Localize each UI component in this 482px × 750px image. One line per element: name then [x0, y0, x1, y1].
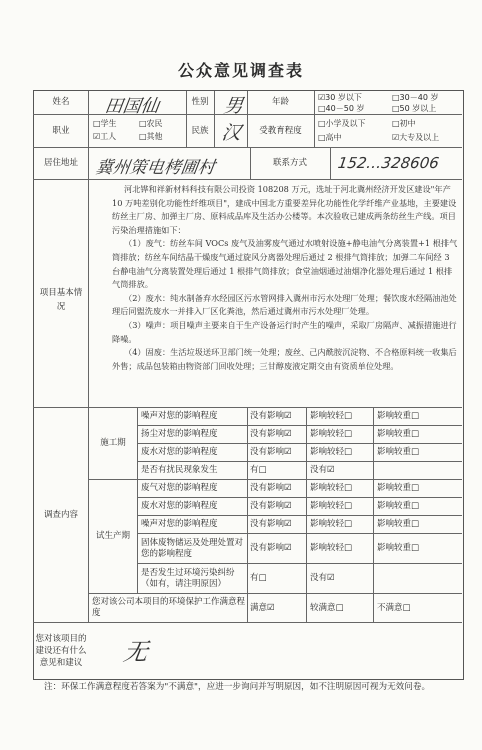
construction-water-light[interactable]: 影响较轻□	[310, 447, 353, 457]
satisfaction-unsatisfied[interactable]: 不满意□	[377, 602, 411, 613]
satisfaction-fairly[interactable]: 较满意□	[310, 602, 344, 613]
operation-item: 废气对您的影响程度	[141, 483, 218, 493]
construction-dust-heavy[interactable]: 影响较重□	[377, 429, 420, 439]
operation-dispute-yes[interactable]: 有□	[250, 573, 267, 583]
age-option-40-50[interactable]: □40－50 岁	[318, 103, 365, 113]
operation-item: 固体废物储运及处理处置对您的影响程度	[141, 537, 244, 559]
construction-noise-none[interactable]: 没有影响☑	[250, 411, 292, 421]
operation-dispute-no[interactable]: 没有☑	[310, 573, 335, 583]
project-info-label: 项目基本情况	[39, 288, 83, 312]
construction-dust-light[interactable]: 影响较轻□	[310, 429, 353, 439]
project-intro: 河北铧和祥新材料科技有限公司投资 108208 万元，选址于河北冀州经济开发区建设"年产 10 万吨差别化功能性纤维项目"，建成中国北方重要差异化功能性化学纤维产业基地，主要建设纺丝主厂房、加弹主厂房、原料成品库及生活办公楼等。本次验收已建成两条纺丝生产线。项目污染治理措施如下：	[112, 184, 457, 235]
project-wastewater: （2）废水：纯水制备弃水经园区污水管网排入冀州市污水处理厂处理；餐饮废水经隔油池处理后同盥洗废水一并排入厂区化粪池，然后通过冀州市污水处理厂处理。	[112, 292, 457, 317]
operation-noise-light[interactable]: 影响较轻□	[310, 519, 353, 529]
operation-gas-none[interactable]: 没有影响☑	[250, 483, 292, 493]
edu-option-primary[interactable]: □小学及以下	[318, 119, 366, 128]
operation-item: 废水对您的影响程度	[141, 501, 218, 511]
project-description	[112, 183, 459, 373]
construction-dust-none[interactable]: 没有影响☑	[250, 429, 292, 439]
operation-water-light[interactable]: 影响较轻□	[310, 501, 353, 511]
name-value: 田国仙	[103, 96, 161, 117]
construction-item: 是否有扰民现象发生	[141, 465, 218, 475]
operation-item: 是否发生过环境污染纠纷（如有，请注明原因）	[141, 567, 235, 589]
construction-item: 废水对您的影响程度	[141, 447, 218, 457]
operation-noise-heavy[interactable]: 影响较重□	[377, 519, 420, 529]
edu-option-college[interactable]: ☑大专及以上	[392, 133, 440, 142]
contact-value: 152…328606	[336, 154, 441, 172]
edu-option-senior[interactable]: □高中	[318, 133, 342, 142]
construction-noise-light[interactable]: 影响较轻□	[310, 411, 353, 421]
address-value: 冀州策电栲圃村	[94, 158, 217, 178]
page-title: 公众意见调查表	[177, 61, 304, 80]
construction-disturb-no[interactable]: 没有☑	[310, 465, 335, 475]
ethnic-label: 民族	[191, 125, 209, 136]
edu-option-junior[interactable]: □初中	[392, 119, 416, 128]
construction-period-label: 施工期	[100, 438, 126, 448]
project-solid-waste: （4）固废：生活垃圾送环卫部门统一处理；废丝、己内酰胺沉淀物、不合格原料统一收集后外售；成品包装箱由物资部门回收处理；三甘醇废液定期交由有资质单位处理。	[112, 347, 457, 371]
job-option-worker[interactable]: ☑工人	[93, 132, 117, 141]
age-option-30-40[interactable]: □30－40 岁	[392, 92, 439, 102]
construction-water-heavy[interactable]: 影响较重□	[377, 447, 420, 457]
age-label: 年龄	[271, 97, 289, 107]
satisfaction-satisfied[interactable]: 满意☑	[250, 602, 275, 613]
job-label: 职业	[52, 125, 70, 136]
operation-solid-none[interactable]: 没有影响☑	[250, 543, 292, 553]
age-option-over50[interactable]: □50 岁以上	[392, 103, 437, 113]
name-label: 姓名	[52, 97, 70, 107]
construction-item: 扬尘对您的影响程度	[141, 429, 218, 439]
operation-solid-heavy[interactable]: 影响较重□	[377, 543, 420, 553]
construction-item: 噪声对您的影响程度	[141, 411, 218, 421]
satisfaction-question: 您对该公司本项目的环境保护工作满意程度	[92, 597, 246, 618]
survey-content-label: 调查内容	[43, 509, 78, 520]
contact-label: 联系方式	[272, 158, 307, 168]
other-opinion-label: 您对该项目的建设还有什么意见和建议	[35, 633, 87, 668]
job-option-other[interactable]: □其他	[139, 132, 163, 141]
job-option-student[interactable]: □学生	[93, 119, 117, 128]
gender-label: 性别	[191, 97, 209, 107]
operation-water-heavy[interactable]: 影响较重□	[377, 501, 420, 511]
construction-noise-heavy[interactable]: 影响较重□	[377, 411, 420, 421]
age-option-under30[interactable]: ☑30 岁以下	[318, 92, 362, 102]
gender-value: 男	[222, 95, 245, 117]
project-noise: （3）噪声：项目噪声主要来自于生产设备运行时产生的噪声，采取厂房隔声、减振措施进行降噪。	[112, 319, 457, 344]
operation-gas-light[interactable]: 影响较轻□	[310, 483, 353, 493]
education-label: 受教育程度	[259, 125, 302, 136]
other-opinion-value: 无	[121, 638, 150, 666]
operation-gas-heavy[interactable]: 影响较重□	[377, 483, 420, 493]
construction-water-none[interactable]: 没有影响☑	[250, 447, 292, 457]
address-label: 居住地址	[43, 158, 78, 168]
construction-disturb-yes[interactable]: 有□	[250, 465, 267, 475]
footer-note: 注：环保工作满意程度若答案为"不满意"，应进一步询问并写明原因，如不注明原因可视为无效问卷。	[44, 682, 431, 692]
job-option-farmer[interactable]: □农民	[139, 119, 163, 128]
operation-period-label: 试生产期	[95, 531, 130, 541]
operation-noise-none[interactable]: 没有影响☑	[250, 519, 292, 529]
operation-water-none[interactable]: 没有影响☑	[250, 501, 292, 511]
operation-solid-light[interactable]: 影响较轻□	[310, 543, 353, 553]
ethnic-value: 汉	[220, 122, 243, 144]
operation-item: 噪声对您的影响程度	[141, 519, 218, 529]
project-exhaust-gas: （1）废气：纺丝车间 VOCs 废气及油雾废气通过水喷射设施+静电油气分离装置+1 根排气筒排放；纺丝车间结晶干燥废气通过旋风分离器处理后通过 2 根排气筒排放；加弹二车间经 3 台静电油气分离装置处理后通过 1 根排气筒排放；食堂油烟通过油烟净化器处理后通过 1 根排气筒排放。	[112, 238, 458, 290]
